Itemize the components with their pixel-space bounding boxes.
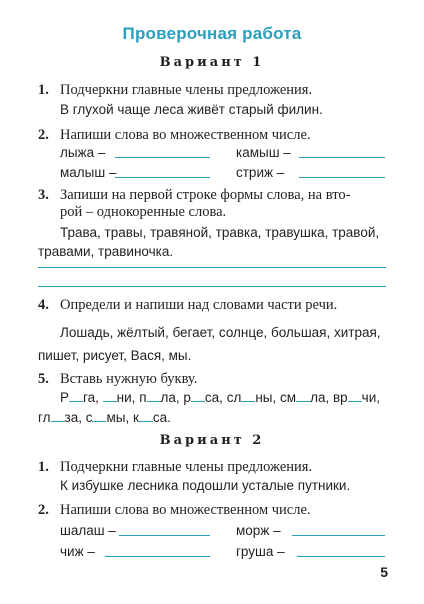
- task-number: 4.: [38, 297, 49, 313]
- fragment: га,: [83, 390, 99, 405]
- task-text: Подчеркни главные члены предложения.: [60, 82, 313, 98]
- v2-task-1-sentence: К избушке лесника подошли усталые путники.: [60, 478, 351, 493]
- letter-gap[interactable]: [103, 391, 117, 402]
- v2-task-1: [38, 457, 312, 477]
- variant-2-heading: Вариант 2: [159, 433, 265, 448]
- letter-gap[interactable]: [139, 411, 153, 422]
- page-title: Проверочная работа: [122, 24, 302, 43]
- v1-task-5-letters-2: [38, 409, 171, 427]
- v1-task-1-sentence: В глухой чаще леса живёт старый филин.: [60, 102, 323, 117]
- task-number: 1.: [38, 82, 49, 98]
- answer-line[interactable]: [38, 286, 386, 287]
- answer-blank[interactable]: [299, 177, 385, 178]
- task-text: Запиши на первой строке формы слова, на вто-: [60, 187, 351, 203]
- answer-blank[interactable]: [299, 157, 385, 158]
- letter-gap[interactable]: [147, 391, 161, 402]
- letter-gap[interactable]: [348, 391, 362, 402]
- v1-task-4-words-1: Лошадь, жёлтый, бегает, солнце, большая, хитрая,: [60, 325, 381, 340]
- letter-gap[interactable]: [241, 391, 255, 402]
- answer-blank[interactable]: [115, 177, 210, 178]
- v1-task-5-letters-1: [60, 389, 380, 407]
- answer-blank[interactable]: [297, 556, 385, 557]
- letter-gap[interactable]: [296, 391, 310, 402]
- task-number: 2.: [38, 502, 49, 518]
- task-text: Напиши слова во множественном числе.: [60, 502, 311, 518]
- fragment: вр: [332, 390, 348, 405]
- answer-blank[interactable]: [115, 157, 210, 158]
- v2-word-4: груша –: [236, 544, 285, 559]
- fragment: сл: [226, 390, 242, 405]
- letter-gap[interactable]: [69, 391, 83, 402]
- letter-gap[interactable]: [51, 411, 65, 422]
- answer-blank[interactable]: [105, 556, 210, 557]
- fragment: са.: [152, 410, 171, 425]
- v2-task-2: [38, 500, 311, 520]
- page-number: 5: [380, 564, 388, 580]
- v1-word-2: камыш –: [236, 145, 291, 160]
- letter-gap[interactable]: [191, 391, 205, 402]
- v1-word-3: малыш –: [60, 165, 117, 180]
- v2-word-3: чиж –: [60, 544, 95, 559]
- fragment: са,: [204, 390, 223, 405]
- fragment: чи,: [361, 390, 380, 405]
- fragment: ны,: [255, 390, 277, 405]
- v1-task-4-words-2: пишет, рисует, Вася, мы.: [38, 348, 192, 363]
- task-text: Напиши слова во множественном числе.: [60, 127, 311, 143]
- v1-task-4: [38, 295, 337, 315]
- fragment: ла,: [310, 390, 330, 405]
- fragment: см: [280, 390, 297, 405]
- answer-blank[interactable]: [119, 535, 210, 536]
- task-text: Подчеркни главные члены предложения.: [60, 459, 313, 475]
- fragment: п: [139, 390, 147, 405]
- fragment: ла,: [160, 390, 180, 405]
- v1-task-3-words-1: Трава, травы, травяной, травка, травушка, травой,: [60, 225, 380, 240]
- answer-line[interactable]: [38, 267, 386, 268]
- task-text: Определи и напиши над словами части речи.: [60, 297, 338, 313]
- task-text: Вставь нужную букву.: [60, 371, 198, 387]
- fragment: к: [133, 410, 139, 425]
- answer-blank[interactable]: [292, 535, 385, 536]
- fragment: гл: [38, 410, 51, 425]
- v1-task-1: [38, 80, 312, 100]
- fragment: мы,: [106, 410, 130, 425]
- fragment: за,: [64, 410, 82, 425]
- fragment: Р: [60, 390, 70, 405]
- variant-1-heading: Вариант 1: [159, 55, 265, 70]
- v2-word-1: шалаш –: [60, 523, 116, 538]
- v1-task-2: [38, 125, 311, 145]
- v1-task-3-words-2: травами, травиночка.: [38, 244, 174, 259]
- fragment: ни,: [116, 390, 136, 405]
- fragment: р: [183, 390, 191, 405]
- fragment: с: [85, 410, 93, 425]
- v2-word-2: морж –: [236, 523, 281, 538]
- task-number: 1.: [38, 459, 49, 475]
- task-number: 2.: [38, 127, 49, 143]
- v1-task-3-text-cont: рой – однокоренные слова.: [60, 204, 227, 220]
- v1-word-1: лыжа –: [60, 145, 106, 160]
- task-number: 5.: [38, 371, 49, 387]
- letter-gap[interactable]: [92, 411, 106, 422]
- v1-word-4: стриж –: [236, 165, 285, 180]
- v1-task-5: [38, 369, 197, 389]
- task-number: 3.: [38, 187, 49, 203]
